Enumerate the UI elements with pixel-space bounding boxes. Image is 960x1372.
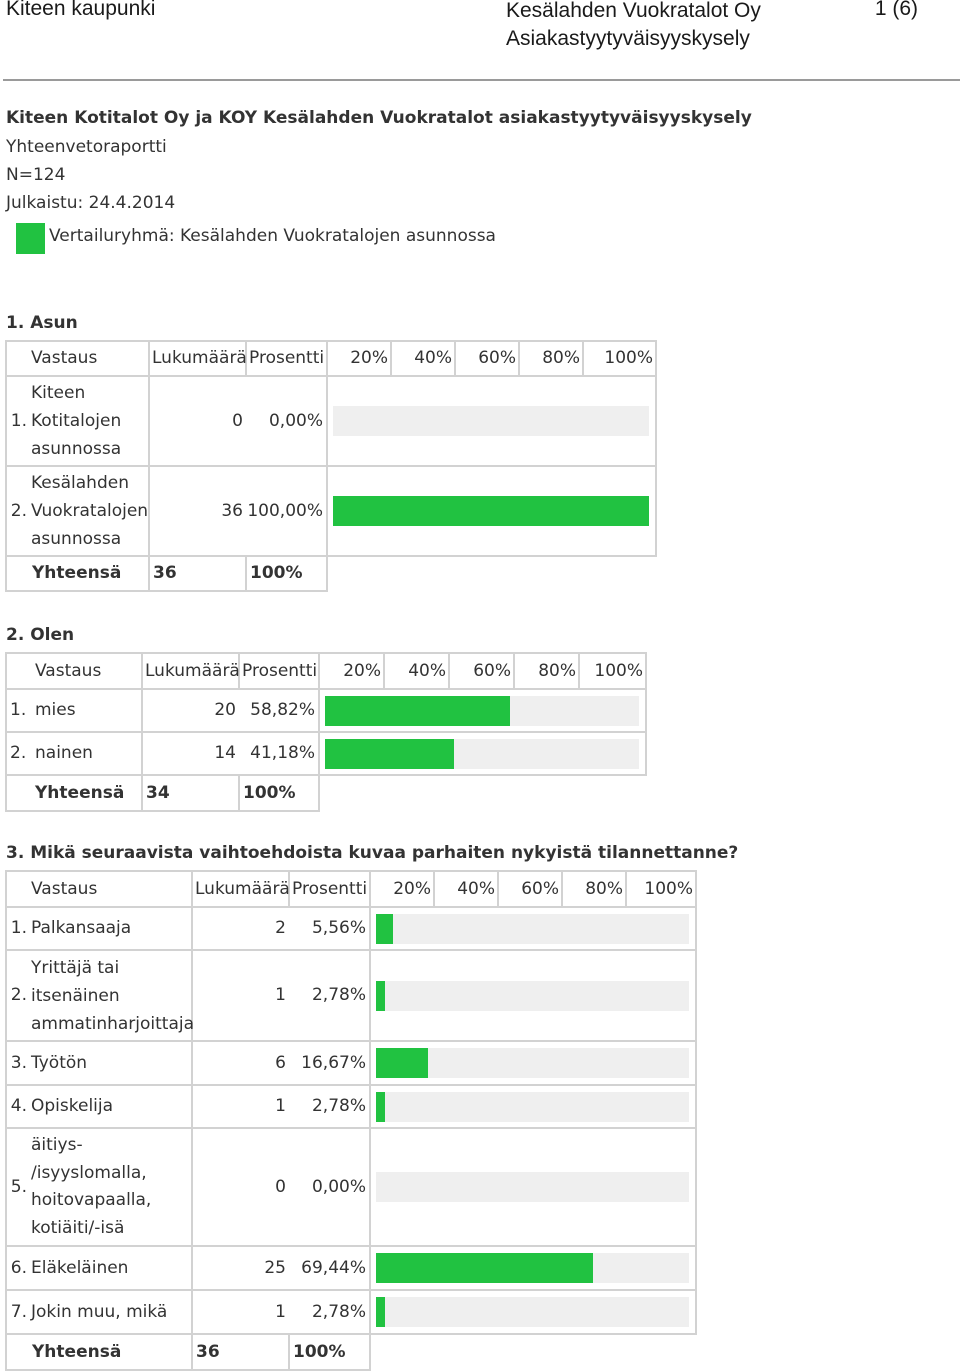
total-count: 36 (192, 1334, 289, 1370)
tick-60: 60% (455, 341, 519, 376)
page-number: 1 (6) (874, 0, 918, 20)
total-percent: 100% (289, 1334, 370, 1370)
bar-track (333, 496, 649, 526)
report-subtitle: Yhteenvetoraportti (6, 137, 167, 157)
bar-track (325, 739, 639, 769)
row-label: Kiteen Kotitalojen asunnossa (28, 376, 149, 466)
table-row: 1. Kiteen Kotitalojen asunnossa 0 0,00% (6, 376, 656, 466)
tick-80: 80% (562, 871, 626, 907)
col-count: Lukumäärä (192, 871, 289, 907)
table-row: 1. mies 20 58,82% (6, 689, 646, 732)
tick-20: 20% (319, 653, 384, 689)
tick-20: 20% (370, 871, 434, 907)
header-survey: Asiakastyytyväisyyskysely (506, 27, 750, 50)
tick-100: 100% (583, 341, 656, 376)
table-row: 2. Yrittäjä tai itsenäinen ammatinharjoittaja 1 2,78% (6, 950, 696, 1041)
row-count: 1 (192, 1085, 289, 1128)
row-label: Yrittäjä tai itsenäinen ammatinharjoittaja (28, 950, 192, 1041)
row-count: 0 (149, 376, 246, 466)
row-percent: 58,82% (239, 689, 319, 732)
row-label: Työtön (28, 1041, 192, 1085)
table-row: 4. Opiskelija 1 2,78% (6, 1085, 696, 1128)
row-percent: 2,78% (289, 950, 370, 1041)
row-percent: 16,67% (289, 1041, 370, 1085)
col-answer: Vastaus (28, 341, 149, 376)
col-percent: Prosentti (246, 341, 327, 376)
bar-fill (376, 1048, 428, 1078)
tick-40: 40% (434, 871, 498, 907)
row-count: 6 (192, 1041, 289, 1085)
row-count: 14 (142, 732, 239, 775)
bar-track (333, 406, 649, 436)
bar-fill (376, 914, 393, 944)
row-percent: 69,44% (289, 1246, 370, 1290)
row-label: Jokin muu, mikä (28, 1290, 192, 1334)
respondent-count: N=124 (6, 165, 66, 185)
row-label: mies (30, 689, 142, 732)
bar-fill (325, 739, 454, 769)
row-percent: 2,78% (289, 1085, 370, 1128)
bar-fill (376, 1297, 385, 1327)
row-percent: 41,18% (239, 732, 319, 775)
total-percent: 100% (239, 775, 319, 811)
row-label-line: äitiys- (31, 1135, 83, 1155)
table-row: 5. äitiys- /isyyslomalla, hoitovapaalla, kotiäiti/-isä 0 0,00% (6, 1128, 696, 1246)
col-count: Lukumäärä (149, 341, 246, 376)
bar-fill (325, 696, 510, 726)
row-label-line: kotiäiti/-isä (31, 1217, 125, 1238)
table-row: 1. Palkansaaja 2 5,56% (6, 907, 696, 950)
bar-fill (376, 1253, 593, 1283)
bar-track (376, 1172, 689, 1202)
table-row: 2. Kesälahden Vuokratalojen asunnossa 36 100,00% (6, 466, 656, 556)
total-row (6, 775, 646, 811)
question-1-table (5, 340, 657, 592)
header-center (506, 0, 761, 53)
col-percent: Prosentti (289, 871, 370, 907)
bar-fill (376, 1092, 385, 1122)
row-label: Kesälahden Vuokratalojen asunnossa (28, 466, 149, 556)
row-count: 1 (192, 950, 289, 1041)
bar-track (376, 1048, 689, 1078)
row-percent: 2,78% (289, 1290, 370, 1334)
tick-20: 20% (327, 341, 391, 376)
row-percent: 0,00% (246, 376, 327, 466)
row-count: 36 (149, 466, 246, 556)
row-count: 1 (192, 1290, 289, 1334)
table-header-row (6, 653, 646, 689)
total-label: Yhteensä (6, 556, 149, 591)
bar-track (376, 1092, 689, 1122)
question-1-title: 1. Asun (6, 313, 78, 333)
bar-fill (376, 981, 385, 1011)
table-row: 7. Jokin muu, mikä 1 2,78% (6, 1290, 696, 1334)
bar-track (376, 914, 689, 944)
total-row (6, 556, 656, 591)
tick-40: 40% (391, 341, 455, 376)
question-3-title: 3. Mikä seuraavista vaihtoehdoista kuvaa parhaiten nykyistä tilannettanne? (6, 843, 739, 863)
row-label: Eläkeläinen (28, 1246, 192, 1290)
col-answer: Vastaus (30, 653, 142, 689)
table-header-row (6, 341, 656, 376)
row-count: 2 (192, 907, 289, 950)
bar-track (376, 1297, 689, 1327)
tick-80: 80% (519, 341, 583, 376)
tick-100: 100% (626, 871, 696, 907)
bar-track (376, 1253, 689, 1283)
tick-60: 60% (449, 653, 514, 689)
bar-fill (333, 496, 649, 526)
col-percent: Prosentti (239, 653, 319, 689)
col-count: Lukumäärä (142, 653, 239, 689)
header-divider (3, 79, 960, 81)
report-title: Kiteen Kotitalot Oy ja KOY Kesälahden Vuokratalot asiakastyytyväisyyskysely (6, 108, 752, 128)
row-label: Palkansaaja (28, 907, 192, 950)
total-count: 36 (149, 556, 246, 591)
row-label: Opiskelija (28, 1085, 192, 1128)
total-percent: 100% (246, 556, 327, 591)
row-label: nainen (30, 732, 142, 775)
row-percent: 100,00% (246, 466, 327, 556)
total-count: 34 (142, 775, 239, 811)
table-row: 3. Työtön 6 16,67% (6, 1041, 696, 1085)
total-row (6, 1334, 696, 1370)
tick-40: 40% (384, 653, 449, 689)
table-header-row (6, 871, 696, 907)
bar-track (376, 981, 689, 1011)
row-percent: 5,56% (289, 907, 370, 950)
bar-track (325, 696, 639, 726)
tick-100: 100% (579, 653, 646, 689)
total-label: Yhteensä (6, 1334, 192, 1370)
question-2-title: 2. Olen (6, 625, 75, 645)
page-header (0, 0, 960, 82)
col-answer: Vastaus (28, 871, 192, 907)
total-label: Yhteensä (6, 775, 142, 811)
legend-swatch (16, 223, 45, 254)
row-label (28, 1128, 192, 1246)
tick-60: 60% (498, 871, 562, 907)
row-percent: 0,00% (289, 1128, 370, 1246)
legend-label: Vertailuryhmä: Kesälahden Vuokratalojen asunnossa (49, 226, 496, 246)
row-count: 20 (142, 689, 239, 732)
published-date: Julkaistu: 24.4.2014 (6, 193, 176, 213)
question-3-table (5, 870, 697, 1371)
question-2-table (5, 652, 647, 812)
header-company: Kesälahden Vuokratalot Oy (506, 0, 761, 22)
row-count: 25 (192, 1246, 289, 1290)
tick-80: 80% (514, 653, 579, 689)
row-count: 0 (192, 1128, 289, 1246)
table-row: 6. Eläkeläinen 25 69,44% (6, 1246, 696, 1290)
row-label-line: /isyyslomalla, (31, 1162, 147, 1183)
table-row: 2. nainen 14 41,18% (6, 732, 646, 775)
header-org: Kiteen kaupunki (6, 0, 156, 20)
row-label-line: hoitovapaalla, (31, 1190, 152, 1210)
